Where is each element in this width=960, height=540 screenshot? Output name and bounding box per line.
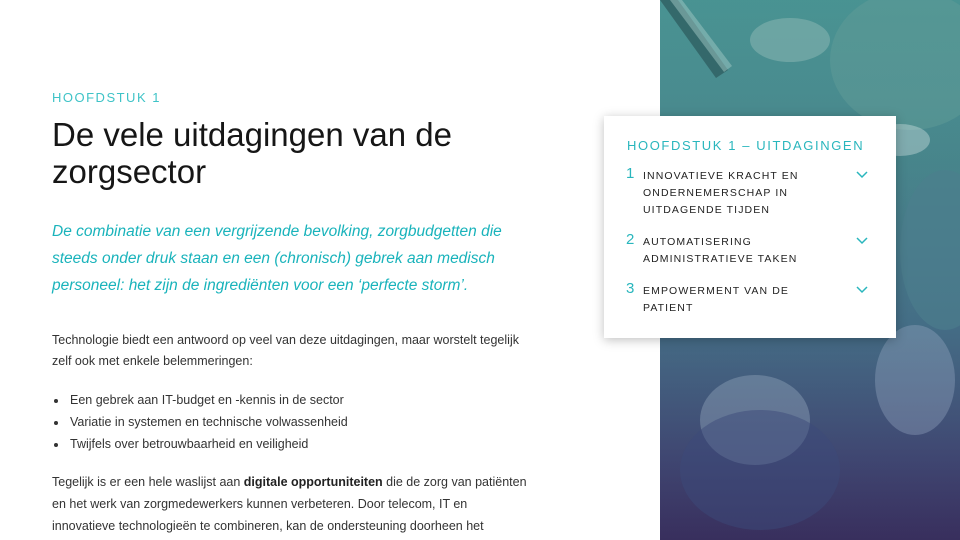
chevron-down-icon[interactable] (855, 285, 869, 295)
body-paragraph-2-bold: digitale opportuniteiten (243, 475, 383, 489)
body-paragraph-2 (52, 471, 532, 537)
toc-item-label: EMPOWERMENT VAN DE PATIENT (643, 285, 790, 314)
toc-item-label: INNOVATIEVE KRACHT EN ONDERNEMERSCHAP IN UITDAGENDE TIJDEN (643, 170, 799, 216)
list-item: • Twijfels over betrouwbaarheid en veiligheid (68, 433, 348, 455)
toc-item-number: 3 (626, 280, 635, 297)
toc-item-number: 2 (626, 231, 635, 248)
page-title: De vele uitdagingen van de zorgsector (52, 116, 452, 190)
toc-title: HOOFDSTUK 1 – UITDAGINGEN (627, 138, 865, 153)
chapter-toc-card (604, 116, 896, 338)
list-item: • Variatie in systemen en technische volwassenheid (68, 411, 348, 433)
body-paragraph-2-prefix: Tegelijk is er een hele waslijst aan (52, 475, 244, 489)
toc-item-number: 1 (626, 165, 635, 182)
chevron-down-icon[interactable] (855, 170, 869, 180)
chapter-kicker: HOOFDSTUK 1 (52, 90, 161, 105)
body-paragraph-1: Technologie biedt een antwoord op veel van deze uitdagingen, maar worstelt tegelijk zelf ook met enkele belemmeringen: (52, 333, 519, 368)
toc-item-label: AUTOMATISERING ADMINISTRATIEVE TAKEN (643, 236, 798, 265)
body-paragraph-2-suffix: die de zorg van patiënten en het werk van zorgmedewerkers kunnen verbeteren. Door telecom, IT en innovatieve technologieën te combineren, kan de ondersteuning doorheen het (52, 475, 527, 533)
chevron-down-icon[interactable] (855, 236, 869, 246)
lead-paragraph: De combinatie van een vergrijzende bevolking, zorgbudgetten die steeds onder druk staan en een (chronisch) gebrek aan medisch personeel: het zijn de ingrediënten voor een ‘perfecte storm’. (52, 223, 502, 294)
list-item: • Een gebrek aan IT-budget en -kennis in de sector (68, 389, 348, 411)
obstacle-list (52, 389, 348, 455)
